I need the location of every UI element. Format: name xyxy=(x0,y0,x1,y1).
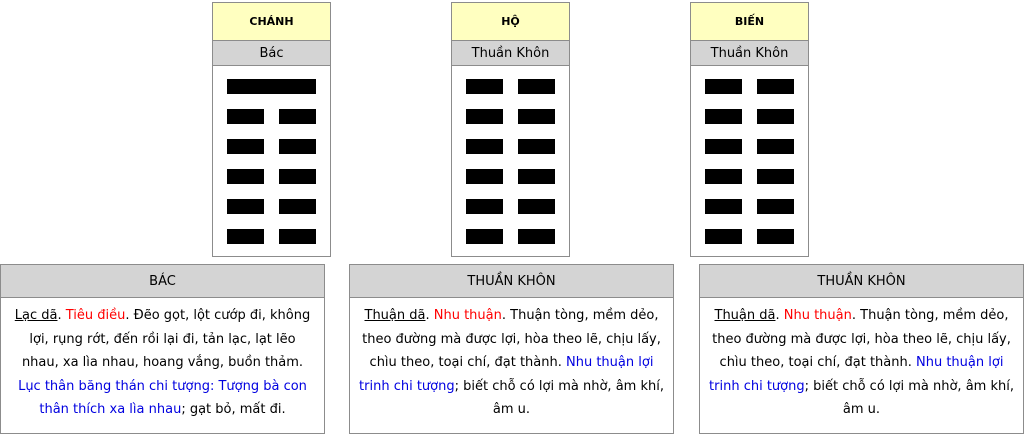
line-segment xyxy=(705,199,742,214)
line-segment xyxy=(705,139,742,154)
term: Lạc dã xyxy=(14,308,58,323)
line-segment xyxy=(757,109,794,124)
line-segment xyxy=(466,139,503,154)
solid-line xyxy=(227,79,316,94)
line-segment xyxy=(227,199,264,214)
line-segment xyxy=(466,109,503,124)
broken-line xyxy=(466,199,555,214)
image-phrase-blue: Lục thân băng thán chi tượng: Tượng bà con thân thích xa lìa nhau xyxy=(18,378,307,417)
line-segment xyxy=(705,229,742,244)
line-segment xyxy=(518,229,555,244)
description-card-thuan-khon-bien xyxy=(699,264,1024,434)
hexagram-lines xyxy=(452,66,569,256)
line-segment xyxy=(279,169,316,184)
hexagram-name: Bác xyxy=(213,41,330,66)
broken-line xyxy=(466,139,555,154)
separator: . xyxy=(57,308,66,323)
broken-line xyxy=(466,169,555,184)
line-segment xyxy=(757,169,794,184)
line-segment xyxy=(227,109,264,124)
broken-line xyxy=(705,229,794,244)
line-segment xyxy=(227,139,264,154)
hexagram-card-ho xyxy=(451,2,570,257)
description-title: THUẦN KHÔN xyxy=(700,265,1023,298)
broken-line xyxy=(705,109,794,124)
line-segment xyxy=(279,229,316,244)
broken-line xyxy=(705,139,794,154)
hexagram-name: Thuần Khôn xyxy=(691,41,808,66)
line-segment xyxy=(227,229,264,244)
keyword-red: Nhu thuận xyxy=(783,308,852,323)
keyword-red: Tiêu điều xyxy=(65,308,126,323)
line-segment xyxy=(757,79,794,94)
line-segment xyxy=(466,79,503,94)
hexagram-lines xyxy=(691,66,808,256)
line-segment xyxy=(466,169,503,184)
hexagram-card-bien xyxy=(690,2,809,257)
line-segment xyxy=(279,109,316,124)
description-card-thuan-khon-ho xyxy=(349,264,674,434)
line-segment xyxy=(518,109,555,124)
broken-line xyxy=(227,109,316,124)
description-text xyxy=(1,298,324,422)
hexagram-name: Thuần Khôn xyxy=(452,41,569,66)
body-text: . Thuận tòng, mềm dẻo, theo đường mà được lợi, hòa theo lẽ, chịu lấy, chìu theo, toại chí, đạt thành. xyxy=(712,308,1011,370)
body-text-end: ; gạt bỏ, mất đi. xyxy=(181,402,286,417)
description-title: THUẦN KHÔN xyxy=(350,265,673,298)
broken-line xyxy=(227,169,316,184)
line-segment xyxy=(705,109,742,124)
line-segment xyxy=(466,199,503,214)
body-text: . Đẽo gọt, lột cướp đi, không lợi, rụng rớt, đến rồi lại đi, tản lạc, lạt lẽo nhau, xa lìa nhau, hoang vắng, buồn thảm. xyxy=(21,308,311,370)
hexagram-header: HỘ xyxy=(452,3,569,41)
line-segment xyxy=(227,169,264,184)
line-segment xyxy=(279,199,316,214)
hexagram-card-chanh xyxy=(212,2,331,257)
description-text xyxy=(350,298,673,422)
line-segment xyxy=(757,229,794,244)
broken-line xyxy=(705,199,794,214)
line-segment xyxy=(466,229,503,244)
description-title: BÁC xyxy=(1,265,324,298)
body-text-end: ; biết chỗ có lợi mà nhờ, âm khí, âm u. xyxy=(804,378,1014,417)
hexagram-lines xyxy=(213,66,330,256)
image-phrase-blue: Nhu thuận lợi trinh chi tượng xyxy=(709,355,1004,394)
line-segment xyxy=(518,139,555,154)
broken-line xyxy=(227,229,316,244)
broken-line xyxy=(705,79,794,94)
broken-line xyxy=(227,199,316,214)
line-segment xyxy=(518,79,555,94)
term: Thuận dã xyxy=(714,308,776,323)
line-segment xyxy=(518,169,555,184)
keyword-red: Nhu thuận xyxy=(433,308,502,323)
line-segment xyxy=(757,199,794,214)
line-segment xyxy=(705,79,742,94)
description-card-bac xyxy=(0,264,325,434)
hexagram-header: BIẾN xyxy=(691,3,808,41)
separator: . xyxy=(775,308,784,323)
broken-line xyxy=(227,139,316,154)
image-phrase-blue: Nhu thuận lợi trinh chi tượng xyxy=(359,355,654,394)
broken-line xyxy=(466,109,555,124)
broken-line xyxy=(466,79,555,94)
line-segment xyxy=(227,79,316,94)
description-text xyxy=(700,298,1023,422)
broken-line xyxy=(466,229,555,244)
body-text-end: ; biết chỗ có lợi mà nhờ, âm khí, âm u. xyxy=(454,378,664,417)
line-segment xyxy=(518,199,555,214)
line-segment xyxy=(757,139,794,154)
term: Thuận dã xyxy=(364,308,426,323)
body-text: . Thuận tòng, mềm dẻo, theo đường mà được lợi, hòa theo lẽ, chịu lấy, chìu theo, toại chí, đạt thành. xyxy=(362,308,661,370)
broken-line xyxy=(705,169,794,184)
line-segment xyxy=(705,169,742,184)
separator: . xyxy=(425,308,434,323)
line-segment xyxy=(279,139,316,154)
hexagram-header: CHÁNH xyxy=(213,3,330,41)
